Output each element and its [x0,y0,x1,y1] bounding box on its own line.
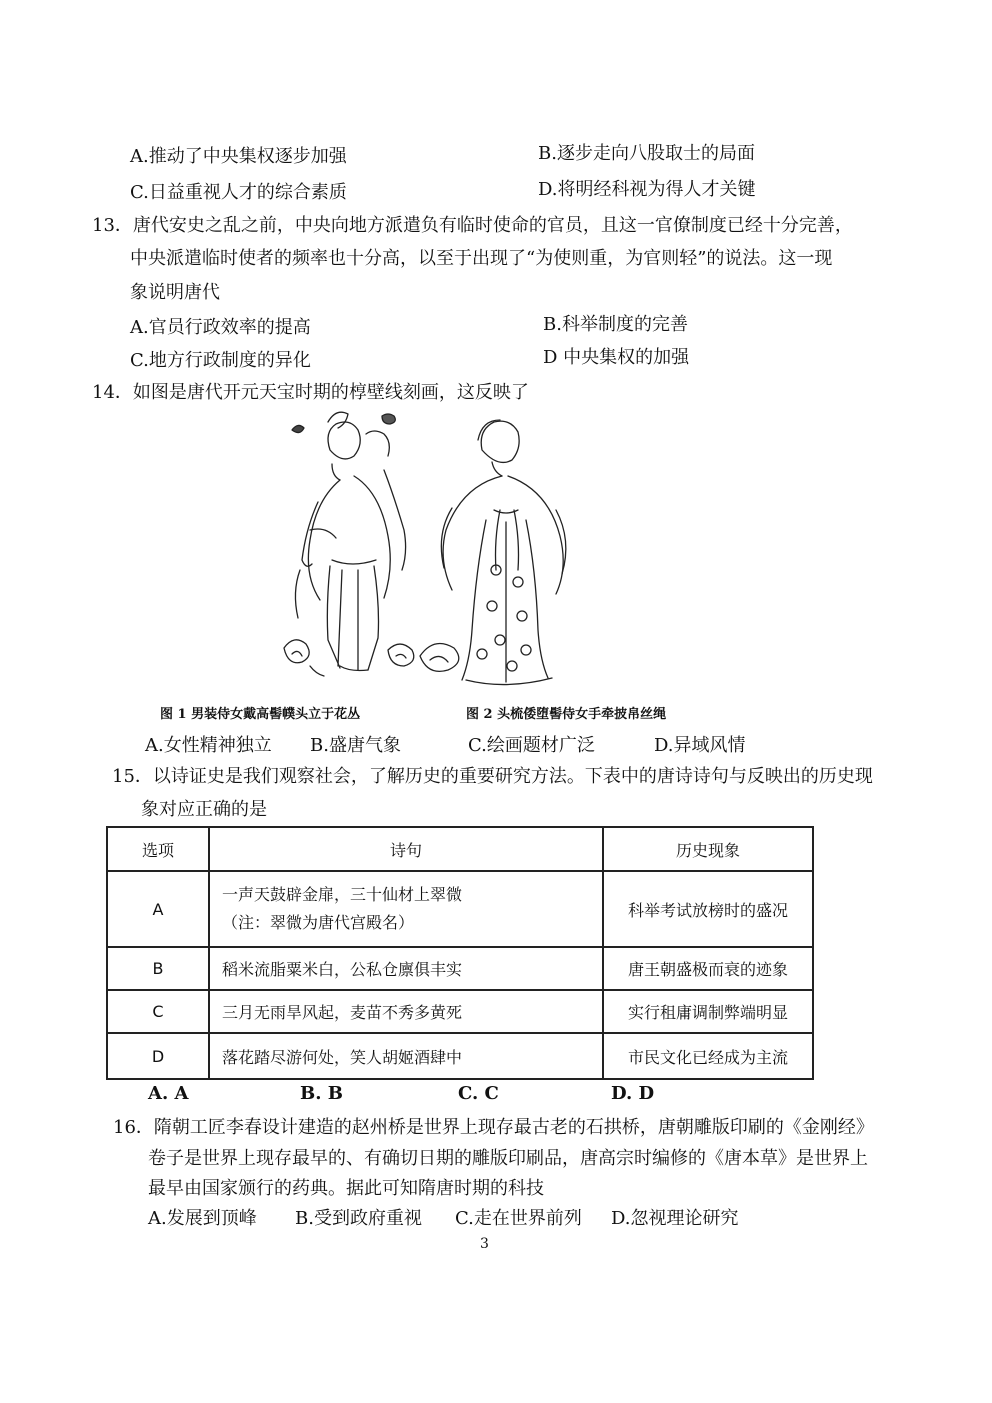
poem-note: （注：翠微为唐代宫殿名） [222,913,415,932]
row-option: A [107,871,209,947]
header-option: 选项 [107,827,209,871]
page-number: 3 [480,1236,489,1252]
row-phenomenon: 市民文化已经成为主流 [603,1033,813,1079]
q12-option-b: B.逐步走向八股取士的局面 [538,143,755,164]
row-phenomenon: 唐王朝盛极而衰的迹象 [603,947,813,990]
row-option: B [107,947,209,990]
row-phenomenon: 科举考试放榜时的盛况 [603,871,813,947]
q16-stem-line-2: 卷子是世界上现存最早的、有确切日期的雕版印刷品，唐高宗时编修的《唐本草》是世界上 [148,1148,868,1169]
header-poem: 诗句 [209,827,603,871]
court-ladies-illustration [270,410,700,695]
q14-option-a: A.女性精神独立 [145,735,272,756]
table-row [107,990,813,1033]
row-phenomenon: 实行租庸调制弊端明显 [603,990,813,1033]
table-row [107,871,813,947]
q14-option-b: B.盛唐气象 [310,735,401,756]
q16-stem-line-1: 16．隋朝工匠李春设计建造的赵州桥是世界上现存最古老的石拱桥，唐朝雕版印刷的《金刚经》 [113,1117,874,1138]
row-option: C [107,990,209,1033]
q14-option-d: D.异域风情 [654,735,746,756]
q12-option-d: D.将明经科视为得人才关键 [538,179,756,200]
row-poem: 稻米流脂粟米白，公私仓廪俱丰实 [209,947,603,990]
row-poem: 落花踏尽游何处，笑人胡姬酒肆中 [209,1033,603,1079]
figure-2-caption: 图 2 头梳倭堕髻侍女手牵披帛丝绳 [466,707,667,722]
q14-stem: 14．如图是唐代开元天宝时期的椁壁线刻画，这反映了 [92,382,529,403]
table-header-row [107,827,813,871]
poem-line: 一声天鼓辟金扉，三十仙材上翠微 [222,885,463,904]
q15-option-c: C. C [458,1083,499,1104]
tang-court-ladies-line-drawing [270,410,700,695]
q16-option-c: C.走在世界前列 [455,1208,582,1229]
q15-option-b: B. B [300,1083,343,1104]
q16-option-a: A.发展到顶峰 [148,1208,257,1229]
header-phenomenon: 历史现象 [603,827,813,871]
q13-stem-line-2: 中央派遣临时使者的频率也十分高，以至于出现了“为使则重，为官则轻”的说法。这一现 [130,248,833,269]
q13-stem-line-3: 象说明唐代 [130,282,220,303]
q15-option-d: D. D [611,1083,655,1104]
q12-option-a: A.推动了中央集权逐步加强 [130,146,347,167]
q16-stem-line-3: 最早由国家颁行的药典。据此可知隋唐时期的科技 [148,1178,544,1199]
q13-stem-line-1: 13．唐代安史之乱之前，中央向地方派遣负有临时使命的官员，且这一官僚制度已经十分完善， [92,215,853,236]
figure-1-caption: 图 1 男装侍女戴高髻幞头立于花丛 [160,707,361,722]
q13-option-b: B.科举制度的完善 [543,314,688,335]
q15-stem-line-2: 象对应正确的是 [141,799,267,820]
q13-option-d: D 中央集权的加强 [543,347,690,368]
row-poem: 三月无雨旱风起，麦苗不秀多黄死 [209,990,603,1033]
table-row [107,1033,813,1079]
row-poem [209,871,603,947]
q15-stem-line-1: 15．以诗证史是我们观察社会，了解历史的重要研究方法。下表中的唐诗诗句与反映出的历史现 [112,766,873,787]
q12-option-c: C.日益重视人才的综合素质 [130,182,347,203]
q13-option-a: A.官员行政效率的提高 [130,317,311,338]
q13-option-c: C.地方行政制度的异化 [130,350,311,371]
q16-option-b: B.受到政府重视 [295,1208,422,1229]
poem-history-table [106,826,814,1080]
q16-option-d: D.忽视理论研究 [611,1208,739,1229]
row-option: D [107,1033,209,1079]
q15-option-a: A. A [148,1083,189,1104]
table-row [107,947,813,990]
q14-option-c: C.绘画题材广泛 [468,735,595,756]
